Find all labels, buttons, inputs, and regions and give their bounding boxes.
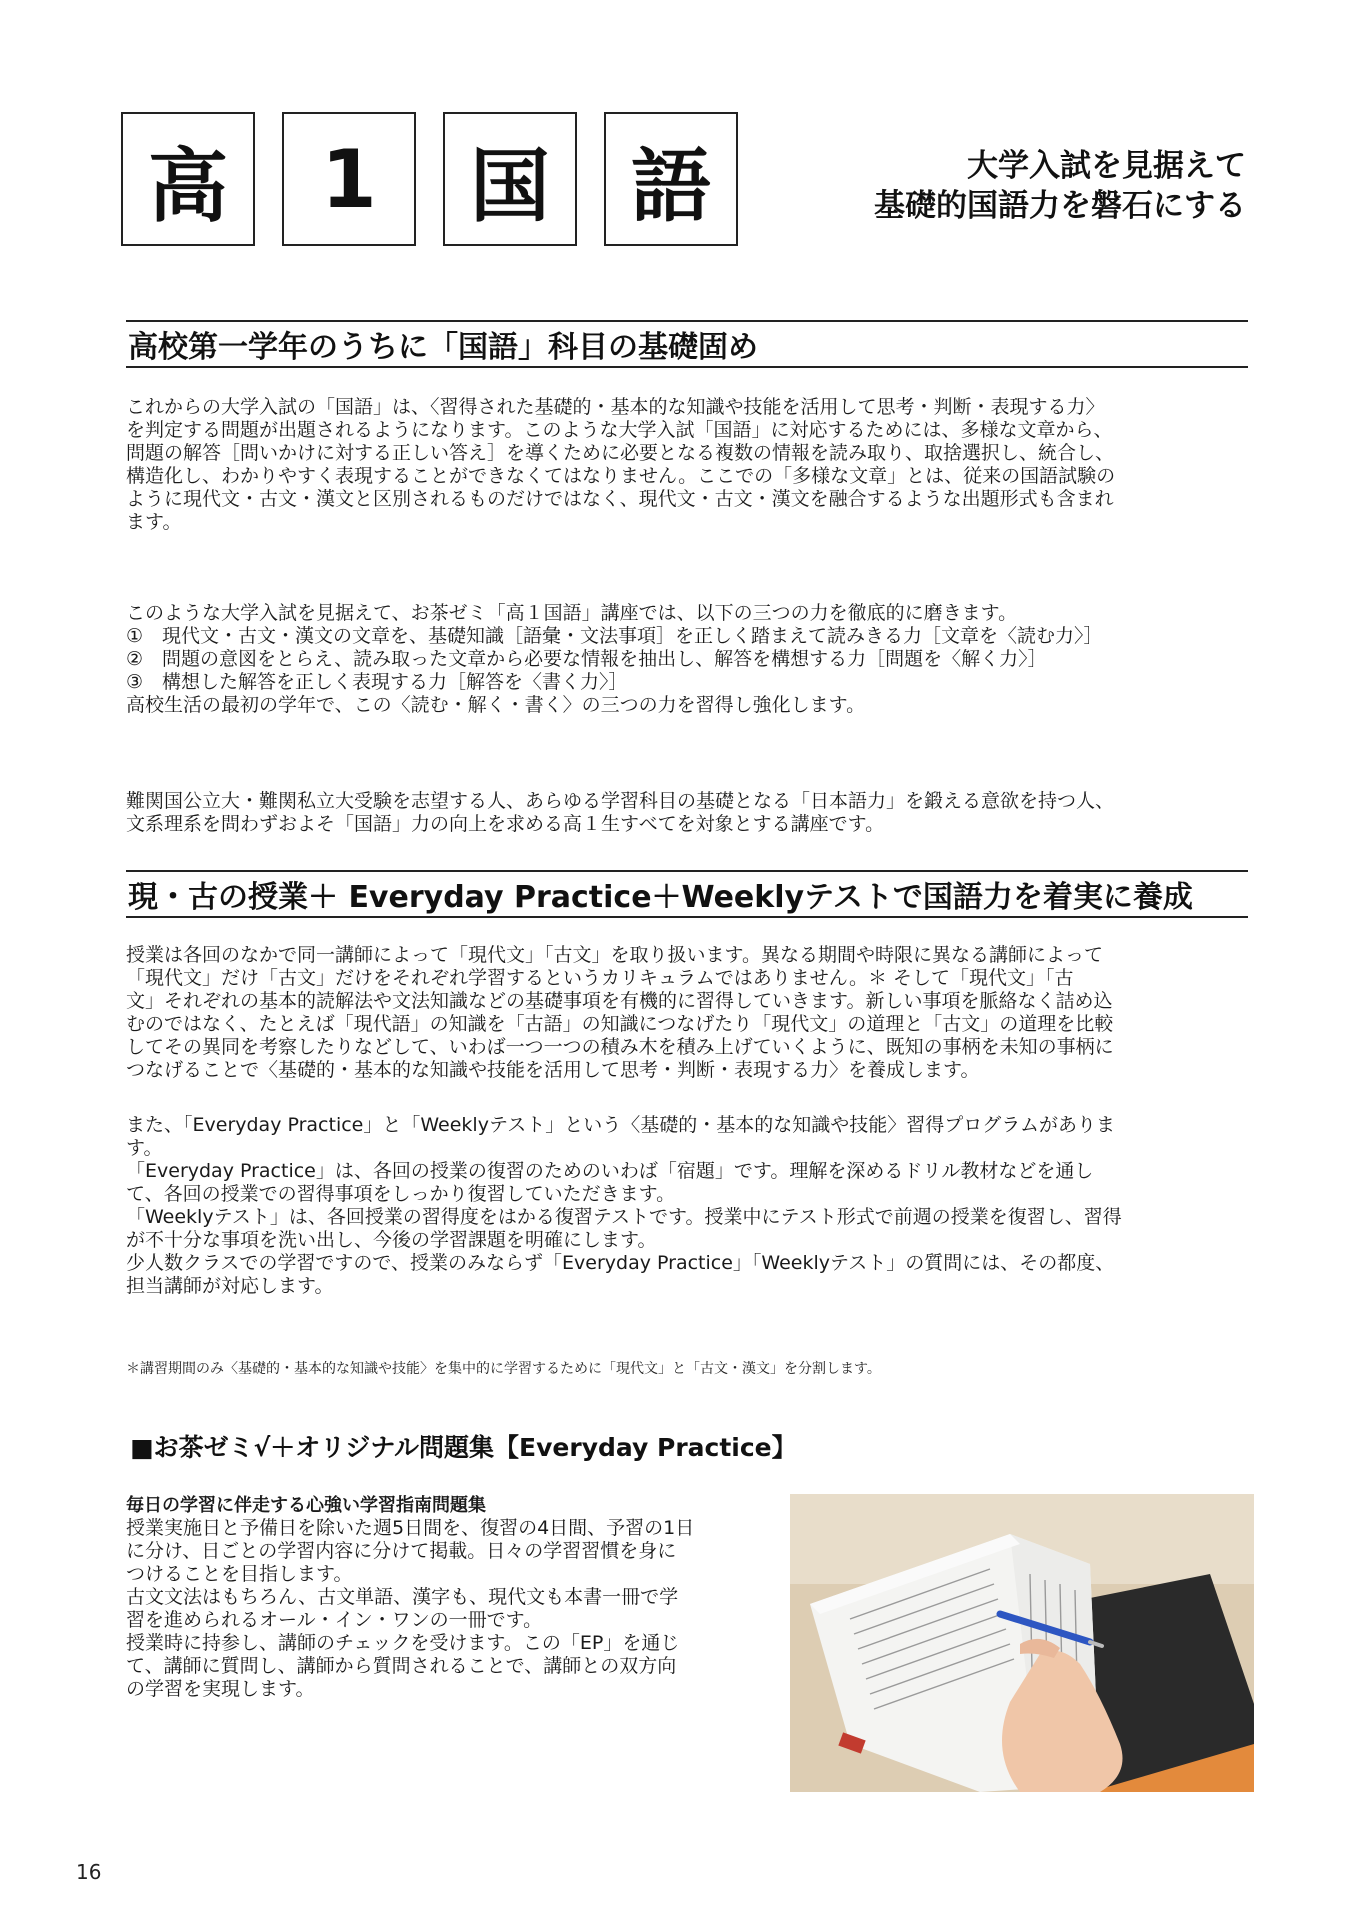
text-line: ② 問題の意図をとらえ、読み取った文章から必要な情報を抽出し、解答を構想する力［問題を〈解く力〉］ — [126, 648, 1047, 670]
paragraph — [126, 944, 1254, 1082]
title-char-box: 高 — [121, 112, 255, 246]
text-line: を判定する問題が出題されるようになります。このような大学入試「国語」に対応するためには、多様な文章から、 — [126, 419, 1113, 441]
subsection-heading: ■お茶ゼミ√＋オリジナル問題集【Everyday Practice】 — [130, 1433, 797, 1462]
text-line: ① 現代文・古文・漢文の文章を、基礎知識［語彙・文法事項］を正しく踏まえて読みきる力［文章を〈読む力〉］ — [126, 625, 1103, 647]
text-line: に分け、日ごとの学習内容に分けて掲載。日々の学習習慣を身に — [126, 1540, 677, 1562]
text-line: 文」それぞれの基本的読解法や文法知識などの基礎事項を有機的に習得していきます。新しい事項を脈絡なく詰め込 — [126, 990, 1113, 1012]
text-line: 文系理系を問わずおよそ「国語」力の向上を求める高１生すべてを対象とする講座です。 — [126, 813, 885, 835]
ep-lead: 毎日の学習に伴走する心強い学習指南問題集 — [126, 1495, 486, 1516]
text-line: 習を進められるオール・イン・ワンの一冊です。 — [126, 1609, 543, 1631]
paragraph — [126, 396, 1254, 534]
paragraph — [126, 602, 1254, 717]
text-line: ように現代文・古文・漢文と区別されるものだけではなく、現代文・古文・漢文を融合するような出題形式も含まれ — [126, 488, 1114, 510]
text-line: 古文文法はもちろん、古文単語、漢字も、現代文も本書一冊で学 — [126, 1586, 679, 1608]
workbook-photo — [790, 1494, 1254, 1792]
text-line: 構造化し、わかりやすく表現することができなくてはなりません。ここでの「多様な文章」とは、従来の国語試験の — [126, 465, 1116, 487]
text-line: このような大学入試を見据えて、お茶ゼミ「高１国語」講座では、以下の三つの力を徹底的に磨きます。 — [126, 602, 1018, 624]
text-line: て、各回の授業での習得事項をしっかり復習していただきます。 — [126, 1183, 676, 1205]
text-line: 授業実施日と予備日を除いた週5日間を、復習の4日間、予習の1日 — [126, 1517, 695, 1539]
text-line: してその異同を考察したりなどして、いわば一つ一つの積み木を積み上げていくように、既知の事柄を未知の事柄に — [126, 1036, 1114, 1058]
workbook-illustration — [790, 1494, 1254, 1792]
text-line: つなげることで〈基礎的・基本的な知識や技能を活用して思考・判断・表現する力〉を養成します。 — [126, 1059, 980, 1081]
paragraph — [126, 790, 1254, 836]
text-line: ます。 — [126, 511, 182, 533]
text-line: 担当講師が対応します。 — [126, 1275, 334, 1297]
title-char-box: 1 — [282, 112, 416, 246]
title-char-box: 語 — [604, 112, 738, 246]
text-line: の学習を実現します。 — [126, 1678, 315, 1700]
text-line: て、講師に質問し、講師から質問されることで、講師との双方向 — [126, 1655, 677, 1677]
text-line: これからの大学入試の「国語」は、〈習得された基礎的・基本的な知識や技能を活用して思考・判断・表現する力〉 — [126, 396, 1105, 418]
text-line: 授業は各回のなかで同一講師によって「現代文」「古文」を取り扱います。異なる期間や時限に異なる講師によって — [126, 944, 1103, 966]
text-line: が不十分な事項を洗い出し、今後の学習課題を明確にします。 — [126, 1229, 657, 1251]
ep-description — [126, 1494, 766, 1701]
text-line: 少人数クラスでの学習ですので、授業のみならず「Everyday Practice」「Weeklyテスト」の質問には、その都度、 — [126, 1252, 1115, 1274]
text-line: また、「Everyday Practice」と「Weeklyテスト」という〈基礎的・基本的な知識や技能〉習得プログラムがありま — [126, 1114, 1116, 1136]
section-heading: 高校第一学年のうちに「国語」科目の基礎固め — [126, 320, 1248, 368]
text-line: 問題の解答［問いかけに対する正しい答え］を導くために必要となる複数の情報を読み取り、取捨選択し、統合し、 — [126, 442, 1115, 464]
text-line: 高校生活の最初の学年で、この〈読む・解く・書く〉の三つの力を習得し強化します。 — [126, 694, 866, 716]
text-line: 授業時に持参し、講師のチェックを受けます。この「EP」を通じ — [126, 1632, 680, 1654]
text-line: 「Everyday Practice」は、各回の授業の復習のためのいわば「宿題」です。理解を深めるドリル教材などを通し — [126, 1160, 1094, 1182]
text-line: す。 — [126, 1137, 163, 1159]
tagline-line: 大学入試を見据えて — [967, 148, 1246, 184]
section-heading: 現・古の授業＋ Everyday Practice＋Weeklyテストで国語力を着実に養成 — [126, 870, 1248, 918]
text-line: 難関国公立大・難関私立大受験を志望する人、あらゆる学習科目の基礎となる「日本語力」を鍛える意欲を持つ人、 — [126, 790, 1115, 812]
text-line: 「Weeklyテスト」は、各回授業の習得度をはかる復習テストです。授業中にテスト形式で前週の授業を復習し、習得 — [126, 1206, 1122, 1228]
text-line: 「現代文」だけ「古文」だけをそれぞれ学習するというカリキュラムではありません。＊ そして「現代文」「古 — [126, 967, 1074, 989]
tagline-line: 基礎的国語力を磐石にする — [874, 188, 1246, 224]
text-line: つけることを目指します。 — [126, 1563, 353, 1585]
tagline — [874, 146, 1246, 226]
title-char-box: 国 — [443, 112, 577, 246]
text-line: むのではなく、たとえば「現代語」の知識を「古語」の知識につなげたり「現代文」の道理と「古文」の道理を比較 — [126, 1013, 1114, 1035]
paragraph — [126, 1114, 1254, 1298]
page-number: 16 — [76, 1860, 102, 1884]
footnote: ＊講習期間のみ〈基礎的・基本的な知識や技能〉を集中的に学習するために「現代文」と「古文・漢文」を分割します。 — [126, 1361, 881, 1377]
text-line: ③ 構想した解答を正しく表現する力［解答を〈書く力〉］ — [126, 671, 628, 693]
